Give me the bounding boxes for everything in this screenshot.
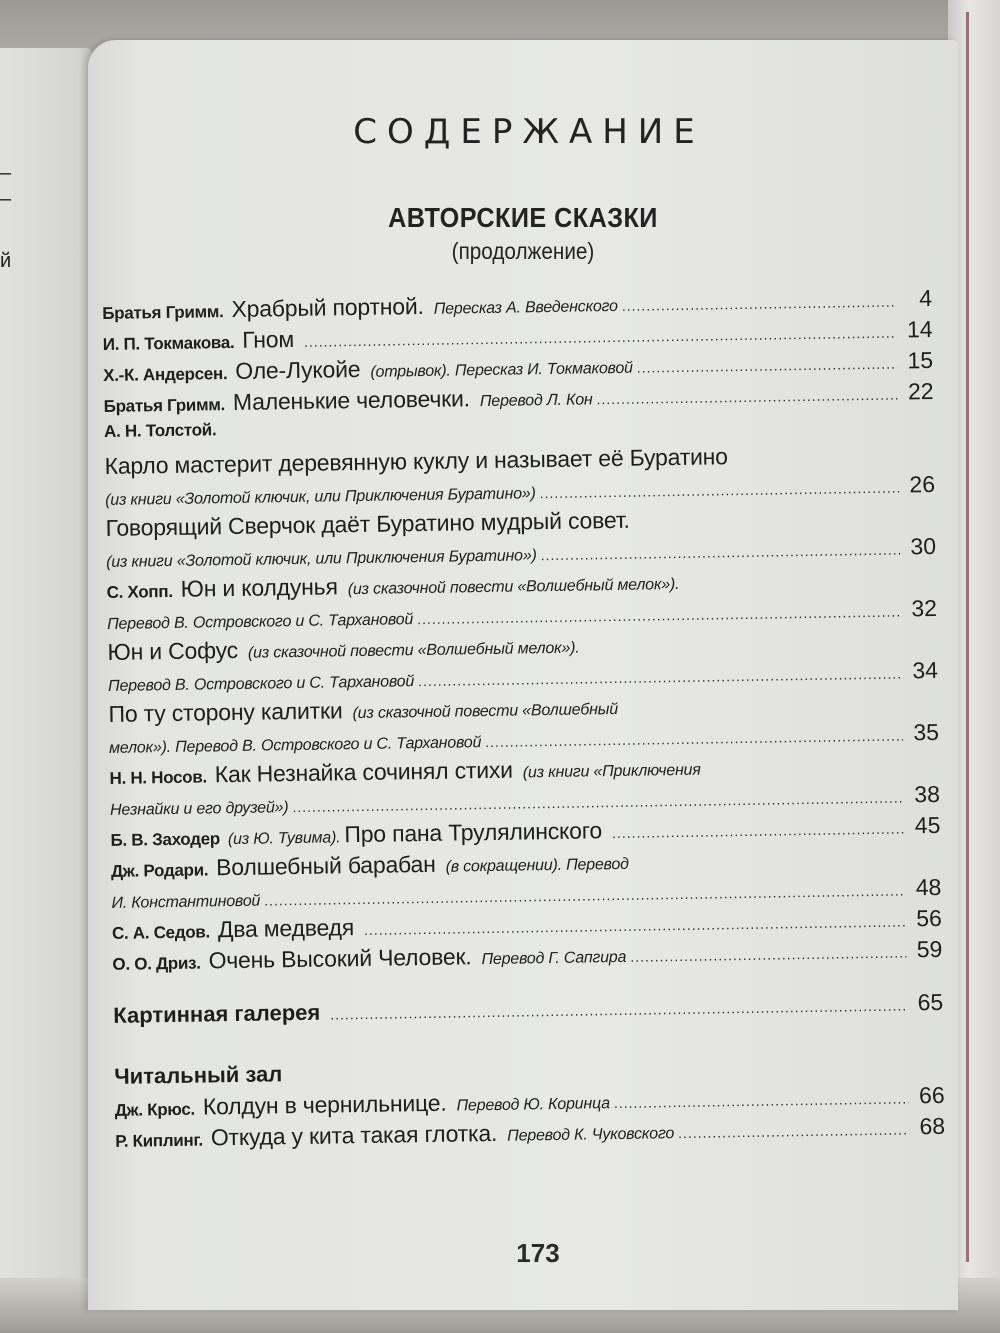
toc-author: И. П. Токмакова. bbox=[102, 332, 235, 354]
toc-title: Колдун в чернильнице. bbox=[202, 1089, 447, 1120]
toc-author: О. О. Дриз. bbox=[112, 953, 201, 974]
toc-page: 66 bbox=[918, 1081, 945, 1109]
toc-title: Про пана Трулялинского bbox=[344, 817, 603, 848]
toc-page: 48 bbox=[915, 873, 942, 901]
dot-leader bbox=[678, 1121, 909, 1141]
toc-note: Перевод Г. Сапгира bbox=[481, 948, 627, 969]
dot-leader bbox=[418, 665, 902, 689]
left-page-text-fragment: – bbox=[0, 162, 12, 184]
toc-author: С. Хопп. bbox=[106, 581, 173, 602]
toc-title: Юн и колдунья bbox=[180, 573, 338, 602]
toc-note: Пересказ А. Введенского bbox=[433, 297, 618, 318]
toc-page: 34 bbox=[912, 656, 939, 684]
toc-title: Два медведя bbox=[217, 914, 355, 943]
dot-leader bbox=[630, 944, 906, 964]
toc-note: Перевод В. Островского и С. Тархановой bbox=[107, 673, 415, 695]
toc-note: мелок»). Перевод В. Островского и С. Тархановой bbox=[108, 734, 482, 757]
toc-page: 45 bbox=[914, 811, 941, 839]
toc-author: Дж. Крюс. bbox=[114, 1099, 196, 1120]
toc-note: Незнайки и его друзей») bbox=[109, 799, 289, 819]
section-title: АВТОРСКИЕ СКАЗКИ bbox=[388, 202, 658, 233]
toc-page: 32 bbox=[911, 594, 938, 622]
toc-author: А. Н. Толстой. bbox=[103, 420, 217, 441]
toc-title: Очень Высокий Человек. bbox=[208, 943, 472, 974]
toc-author: Братья Гримм. bbox=[102, 302, 224, 323]
toc-title: Гном bbox=[242, 325, 295, 353]
toc-section-gallery[interactable] bbox=[113, 989, 944, 1042]
left-page-text-fragment: й bbox=[0, 250, 12, 272]
toc-page: 30 bbox=[910, 532, 937, 560]
table-of-contents bbox=[102, 285, 945, 1157]
toc-title: Маленькие человечки. bbox=[232, 385, 471, 415]
toc-note: (из Ю. Тувима). bbox=[227, 829, 341, 849]
toc-note: (из книги «Золотой ключик, или Приключения Буратино») bbox=[106, 547, 537, 571]
toc-note: Перевод Ю. Коринца bbox=[456, 1095, 611, 1115]
toc-page: 4 bbox=[919, 284, 933, 312]
dot-leader bbox=[304, 325, 897, 350]
dot-leader bbox=[596, 387, 897, 408]
toc-note: (в сокращении). Перевод bbox=[445, 855, 629, 876]
toc-title: Юн и Софус bbox=[107, 636, 239, 665]
dot-leader bbox=[292, 789, 904, 815]
cover-edge bbox=[966, 12, 969, 1262]
toc-author: Дж. Родари. bbox=[110, 860, 209, 881]
dot-leader bbox=[264, 882, 906, 908]
dot-leader bbox=[541, 541, 901, 563]
toc-note: (из сказочной повести «Волшебный мелок»). bbox=[347, 575, 680, 599]
toc-page: 59 bbox=[916, 935, 943, 963]
dot-leader bbox=[622, 294, 897, 314]
toc-note: Перевод Л. Кон bbox=[479, 391, 593, 411]
section-subtitle: (продолжение) bbox=[451, 238, 595, 264]
toc-title: Оле-Лукойе bbox=[235, 355, 361, 384]
toc-note: (из книги «Приключения bbox=[522, 761, 701, 782]
dot-leader bbox=[540, 480, 900, 502]
toc-note: Перевод К. Чуковского bbox=[507, 1125, 675, 1145]
dot-leader bbox=[330, 997, 907, 1022]
dot-leader bbox=[612, 820, 905, 841]
toc-page: 26 bbox=[909, 470, 936, 498]
toc-title: Как Незнайка сочинял стихи bbox=[214, 756, 514, 788]
toc-author: Р. Киплинг. bbox=[115, 1130, 204, 1151]
book-page bbox=[88, 40, 958, 1310]
page-title: СОДЕРЖАНИЕ bbox=[353, 112, 705, 152]
toc-note: (из сказочной повести «Волшебный bbox=[352, 700, 619, 723]
toc-author: Х.-К. Андерсен. bbox=[103, 364, 228, 385]
toc-page: 65 bbox=[917, 988, 944, 1016]
toc-title: Храбрый портной. bbox=[231, 292, 424, 322]
toc-page: 35 bbox=[913, 718, 940, 746]
toc-author: Н. Н. Носов. bbox=[109, 767, 207, 788]
reading-room-label: Читальный зал bbox=[114, 1061, 283, 1089]
left-page-text-fragment: – bbox=[0, 188, 12, 210]
toc-title: По ту сторону калитки bbox=[108, 697, 343, 727]
toc-note: (из сказочной повести «Волшебный мелок»). bbox=[247, 639, 580, 662]
toc-title: Волшебный барабан bbox=[215, 850, 436, 881]
left-page-edge bbox=[0, 48, 92, 1318]
toc-title: Откуда у кита такая глотка. bbox=[210, 1119, 498, 1151]
dot-leader bbox=[614, 1090, 909, 1111]
toc-page: 56 bbox=[916, 904, 943, 932]
toc-title: Говорящий Сверчок даёт Буратино мудрый совет. bbox=[105, 506, 630, 541]
dot-leader bbox=[485, 727, 903, 750]
toc-note: Перевод В. Островского и С. Тархановой bbox=[106, 611, 414, 633]
page-number: 173 bbox=[516, 1238, 560, 1268]
toc-author: Б. В. Заходер bbox=[110, 829, 221, 850]
toc-note: (отрывок). Пересказ И. Токмаковой bbox=[370, 359, 633, 381]
toc-author: Братья Гримм. bbox=[103, 395, 226, 416]
dot-leader bbox=[417, 603, 901, 627]
toc-note: (из книги «Золотой ключик, или Приключения Буратино») bbox=[105, 485, 536, 509]
toc-note: И. Константиновой bbox=[111, 892, 261, 912]
toc-page: 22 bbox=[907, 377, 934, 405]
dot-leader bbox=[364, 913, 906, 938]
toc-page: 68 bbox=[919, 1112, 946, 1140]
dot-leader bbox=[637, 356, 898, 376]
toc-page: 38 bbox=[914, 780, 941, 808]
toc-author: С. А. Седов. bbox=[111, 922, 211, 943]
toc-title: Карло мастерит деревянную куклу и называет её Буратино bbox=[104, 443, 728, 479]
gallery-label: Картинная галерея bbox=[113, 999, 321, 1028]
toc-page: 14 bbox=[906, 315, 933, 343]
toc-page: 15 bbox=[907, 346, 934, 374]
